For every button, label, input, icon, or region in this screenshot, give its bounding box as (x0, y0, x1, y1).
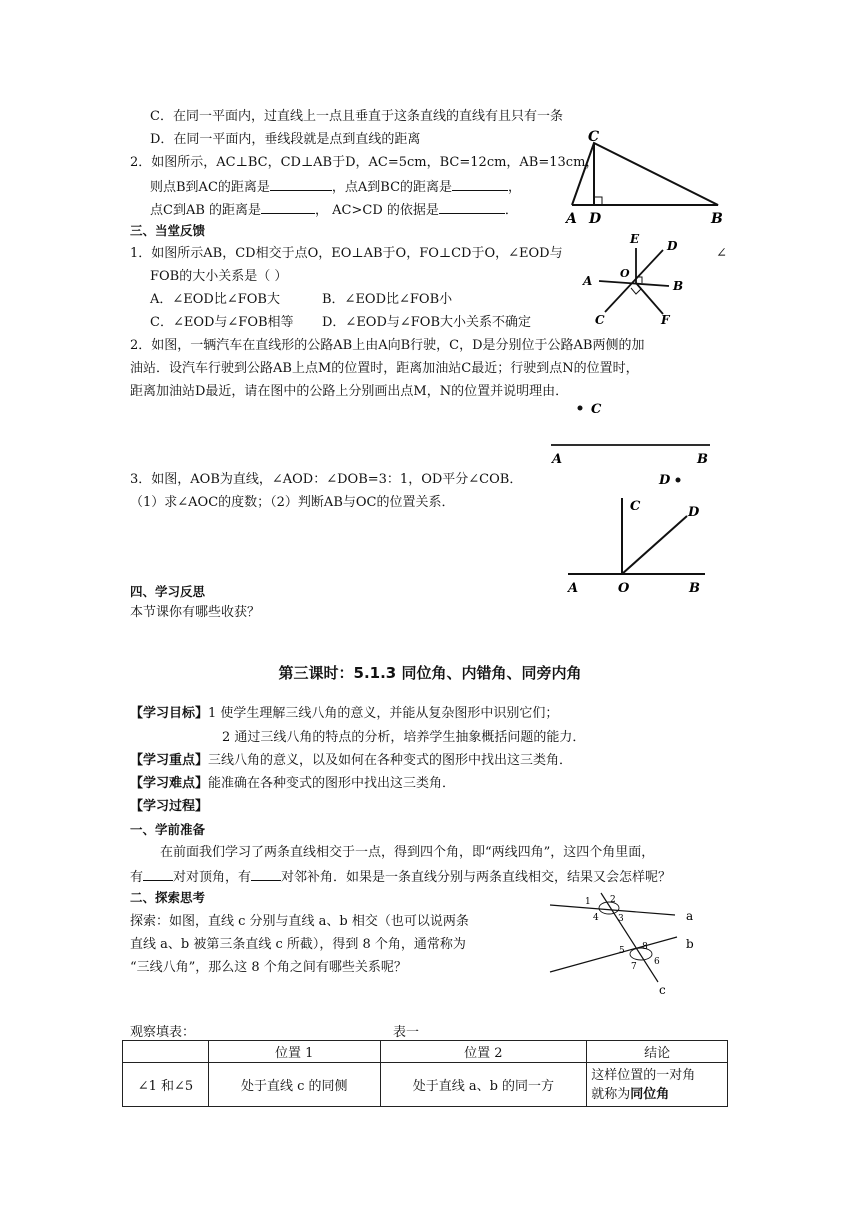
table-header-cell: 位置 1 (208, 1041, 380, 1063)
fb1-angle-sign: ∠ (716, 246, 727, 261)
angle-2-label: 2 (610, 895, 616, 905)
q1-option-d: D．在同一平面内，垂线段就是点到直线的距离 (150, 132, 421, 147)
fb1-option-d: D．∠EOD与∠FOB大小关系不确定 (322, 315, 532, 330)
diff-text: 能准确在各种变式的图形中找出这三类角． (208, 776, 456, 791)
label-a: A (566, 211, 577, 227)
conclusion-line1: 这样位置的一对角 (591, 1067, 696, 1083)
label-a: A (552, 452, 563, 467)
fb2-line1: 2．如图，一辆汽车在直线形的公路AB上由A向B行驶，C，D是分别位于公路AB两侧的加 (130, 338, 645, 353)
angle-3-label: 3 (618, 914, 624, 924)
fb1-line2: FOB的大小关系是（ ） (150, 269, 288, 284)
q2-line3a: 点C到AB 的距离是 (150, 203, 262, 218)
key-text: 三线八角的意义，以及如何在各种变式的图形中找出这三类角． (208, 753, 573, 768)
conclusion-term: 同位角 (630, 1086, 670, 1102)
section-heading-prep: 一、学前准备 (130, 822, 206, 837)
label-a: A (583, 274, 593, 288)
goal-1: 1 使学生理解三线八角的意义，并能从复杂图形中识别它们； (208, 706, 559, 721)
line-b-label: b (686, 937, 694, 951)
q2-line2 (150, 177, 521, 197)
explore-line2: 直线 a、b 被第三条直线 c 所截），得到 8 个角，通常称为 (130, 937, 466, 952)
diff-label: 【学习难点】 (130, 776, 209, 791)
prep-line2a: 有 (130, 870, 144, 885)
label-b: B (689, 581, 700, 596)
prep-line2b: 对对顶角，有 (173, 870, 252, 885)
fb1-option-c: C．∠EOD与∠FOB相等 (150, 315, 294, 330)
reflection-text: 本节课你有哪些收获？ (130, 605, 261, 620)
q2-line2c: ， (508, 180, 522, 195)
answer-blank[interactable] (452, 177, 508, 191)
fb1-option-b: B．∠EOD比∠FOB小 (322, 292, 453, 307)
table-header-row (123, 1041, 728, 1063)
table-header-cell (123, 1041, 209, 1063)
table-cell-conclusion (587, 1063, 728, 1107)
label-d: D (688, 505, 700, 520)
table-caption: 表一 (393, 1025, 420, 1040)
q1-option-c: C．在同一平面内，过直线上一点且垂直于这条直线的直线有且只有一条 (150, 109, 563, 124)
q2-line3c: ． (504, 203, 518, 218)
label-e: E (630, 232, 640, 246)
goal-label: 【学习目标】 (130, 706, 209, 721)
section-heading-reflection: 四、学习反思 (130, 584, 206, 599)
q2-line1: 2．如图所示，AC⊥BC，CD⊥AB于D，AC=5cm，BC=12cm，AB=13cm， (130, 155, 599, 170)
learning-key (130, 752, 572, 770)
angle-4-label: 4 (593, 913, 599, 923)
conclusion-prefix: 就称为 (591, 1086, 631, 1102)
figure-right-triangle (560, 125, 730, 230)
q2-line2a: 则点B到AC的距离是 (150, 180, 270, 195)
label-o: O (620, 267, 630, 280)
figure-rays (560, 488, 710, 596)
section-heading-feedback: 三、当堂反馈 (130, 223, 206, 238)
label-f: F (661, 313, 670, 327)
table-header-cell: 位置 2 (380, 1041, 587, 1063)
table-cell-position2: 处于直线 a、b 的同一方 (380, 1063, 587, 1107)
label-c: C (591, 402, 602, 417)
explore-line3: “三线八角”，那么这 8 个角之间有哪些关系呢？ (130, 960, 407, 975)
section-heading-explore: 二、探索思考 (130, 890, 206, 905)
label-b: B (711, 211, 723, 227)
fb2-line3: 距离加油站D最近，请在图中的公路上分别画出点M，N的位置并说明理由． (130, 384, 569, 399)
key-label: 【学习重点】 (130, 753, 209, 768)
q2-line3b: ， AC>CD 的依据是 (315, 203, 439, 218)
label-d: D (589, 211, 602, 227)
learning-goal (130, 705, 558, 723)
figure-three-lines (545, 882, 705, 997)
angle-8-label: 8 (642, 942, 648, 952)
angle-1-label: 1 (585, 897, 591, 907)
label-d: D (659, 473, 671, 488)
table-cell-position1: 处于直线 c 的同侧 (208, 1063, 380, 1107)
goal-2: 2 通过三线八角的特点的分析，培养学生抽象概括问题的能力． (222, 730, 586, 745)
label-c: C (630, 499, 641, 514)
angle-5-label: 5 (619, 946, 625, 956)
label-o: O (618, 581, 630, 596)
figure-intersecting-lines (575, 228, 690, 328)
angle-table (122, 1040, 728, 1107)
fb2-line2: 油站．设汽车行驶到公路AB上点M的位置时，距离加油站C最近；行驶到点N的位置时， (130, 361, 639, 376)
angle-7-label: 7 (631, 962, 637, 972)
prep-line2c: 对邻补角．如果是一条直线分别与两条直线相交，结果又会怎样呢？ (281, 870, 672, 885)
table-row (123, 1063, 728, 1107)
conclusion-line2 (591, 1085, 723, 1104)
q2-line2b: ，点A到BC的距离是 (331, 180, 453, 195)
fb1-option-a: A．∠EOD比∠FOB大 (150, 292, 280, 307)
label-b: B (697, 452, 708, 467)
label-d: D (667, 239, 678, 253)
line-a-label: a (686, 909, 694, 923)
answer-blank[interactable] (270, 177, 332, 191)
prep-line1: 在前面我们学习了两条直线相交于一点，得到四个角，即“两线四角”，这四个角里面， (160, 845, 655, 860)
answer-blank[interactable] (261, 200, 315, 214)
angle-6-label: 6 (654, 957, 660, 967)
answer-blank[interactable] (439, 200, 505, 214)
observe-label: 观察填表： (130, 1025, 196, 1040)
label-c: C (595, 313, 605, 327)
answer-blank[interactable] (143, 867, 173, 881)
learning-difficulty (130, 775, 455, 793)
label-c: C (588, 129, 600, 145)
fb3-line1: 3．如图，AOB为直线，∠AOD：∠DOB=3：1，OD平分∠COB． (130, 472, 523, 487)
fb3-line2: （1）求∠AOC的度数；（2）判断AB与OC的位置关系． (130, 495, 455, 510)
q2-line3 (150, 200, 518, 220)
label-a: A (568, 581, 579, 596)
label-b: B (673, 279, 684, 293)
figure-road (545, 395, 725, 495)
answer-blank[interactable] (251, 867, 281, 881)
lesson-title: 第三课时：5.1.3 同位角、内错角、同旁内角 (278, 664, 582, 682)
line-c-label: c (659, 983, 666, 997)
table-cell-angles: ∠1 和∠5 (123, 1063, 209, 1107)
table-header-cell: 结论 (587, 1041, 728, 1063)
fb1-line1: 1．如图所示AB，CD相交于点O，EO⊥AB于O，FO⊥CD于O，∠EOD与 (130, 246, 563, 261)
explore-line1: 探索：如图，直线 c 分别与直线 a、b 相交（也可以说两条 (130, 914, 469, 929)
process-label: 【学习过程】 (130, 799, 209, 814)
